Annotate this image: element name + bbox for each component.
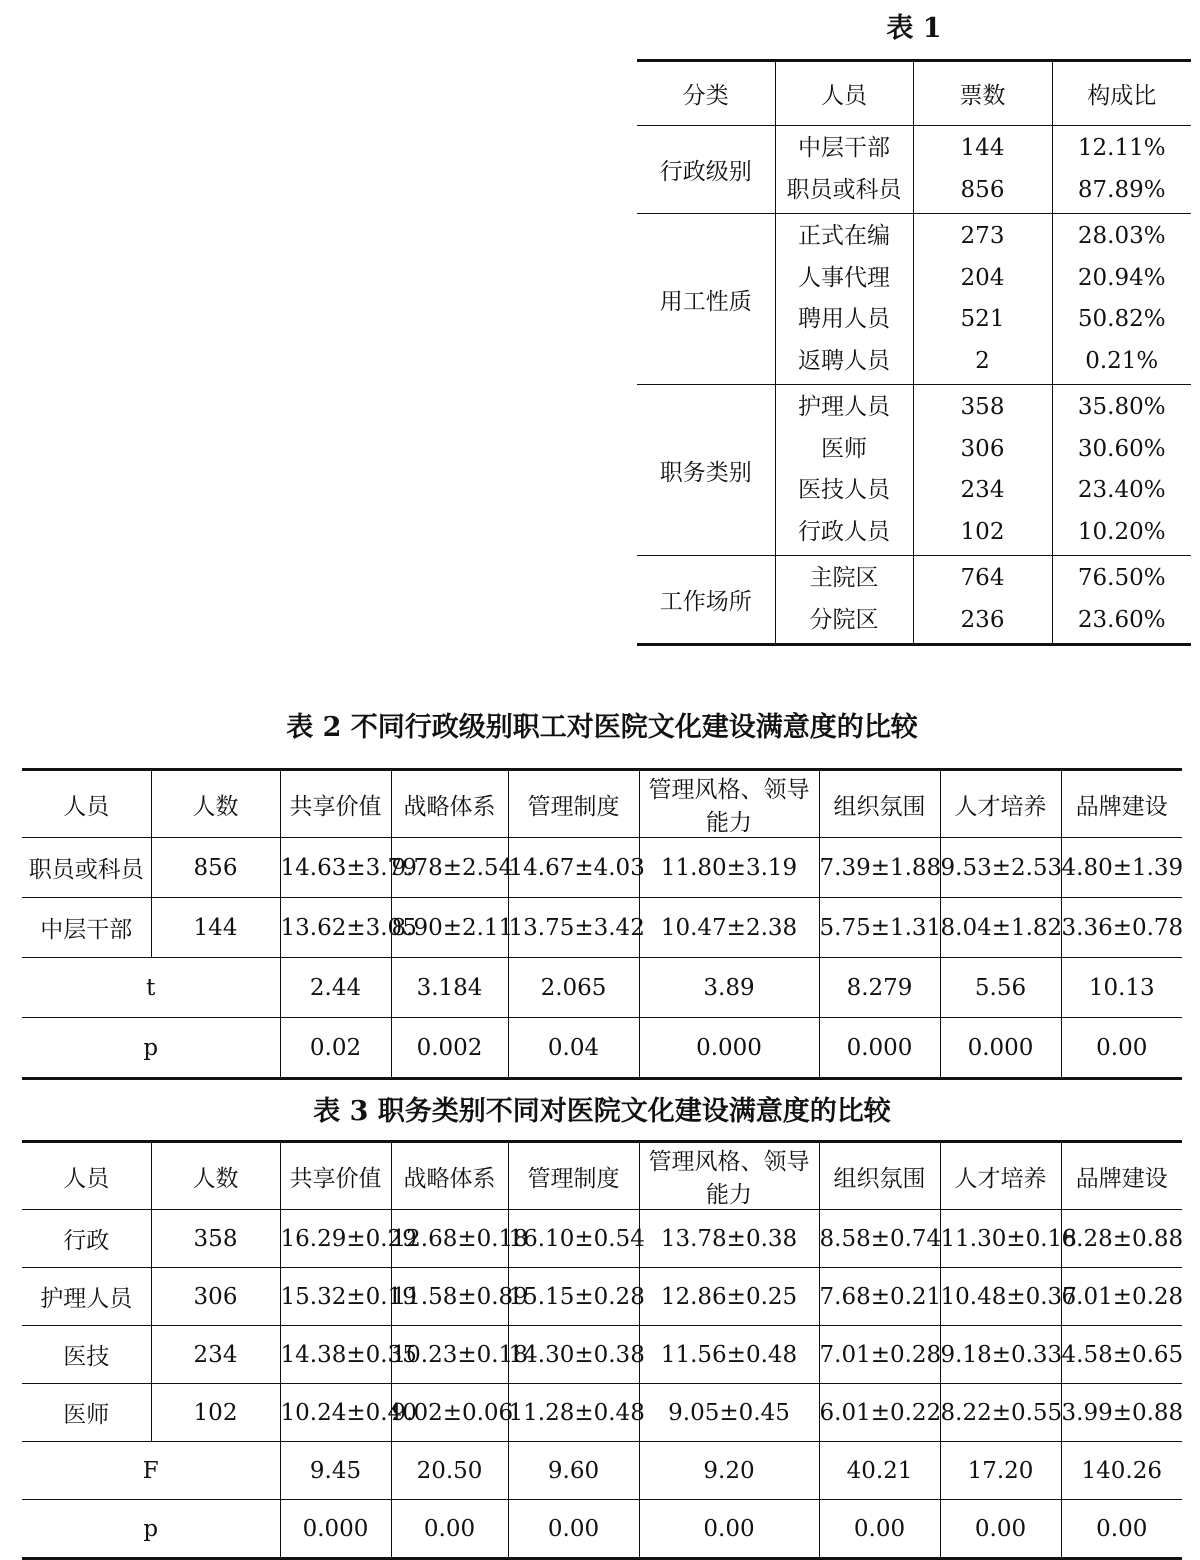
table1-person: 主院区 [809, 565, 879, 591]
table3-cell: 12.86±0.25 [639, 1268, 819, 1326]
table3-cell: 9.02±0.06 [391, 1384, 508, 1442]
table2-header-cell: 战略体系 [391, 770, 508, 838]
table3-cell: 6.01±0.22 [819, 1384, 940, 1442]
table3-cell: 11.30±0.18 [940, 1210, 1061, 1268]
table3-cell: 10.23±0.18 [391, 1326, 508, 1384]
table3-cell: 102 [151, 1384, 280, 1442]
table3-stat-value: 0.000 [280, 1500, 391, 1559]
table1-ratio: 28.03% [1077, 223, 1166, 249]
table2-cell: 14.63±3.79 [280, 838, 391, 898]
table-row [22, 898, 1182, 958]
table1-person: 分院区 [809, 606, 879, 633]
table3-cell: 3.99±0.88 [1061, 1384, 1182, 1442]
table2-header-row [22, 770, 1182, 838]
table1-ratio: 50.82% [1077, 306, 1166, 332]
table2-cell: 7.39±1.88 [819, 838, 940, 898]
table3-cell: 医师 [22, 1384, 151, 1442]
table1-votes: 2 [975, 347, 990, 374]
table1-group-row [637, 385, 1191, 556]
table2-header-cell: 人数 [151, 770, 280, 838]
table3-header-cell: 人才培养 [940, 1142, 1061, 1210]
table-stat-row [22, 1018, 1182, 1079]
table1-ratio-cell [1052, 126, 1191, 214]
table3-cell: 行政 [22, 1210, 151, 1268]
table2-stat-value: 0.000 [940, 1018, 1061, 1079]
table3-cell: 14.30±0.38 [508, 1326, 639, 1384]
table-row [22, 1384, 1182, 1442]
table3-header-cell: 战略体系 [391, 1142, 508, 1210]
table3-stat-value: 0.00 [819, 1500, 940, 1559]
table-row [22, 838, 1182, 898]
table3-cell: 8.58±0.74 [819, 1210, 940, 1268]
table1-votes: 764 [960, 565, 1005, 591]
table2-stat-value: 8.279 [819, 958, 940, 1018]
table2-cell: 11.80±3.19 [639, 838, 819, 898]
table3-cell: 医技 [22, 1326, 151, 1384]
table3-cell: 9.18±0.33 [940, 1326, 1061, 1384]
table1-votes: 521 [960, 306, 1005, 332]
table1-ratio: 23.60% [1077, 606, 1166, 633]
table1-votes-cell [913, 126, 1052, 214]
table2 [22, 768, 1182, 1080]
table2-stat-value: 2.065 [508, 958, 639, 1018]
table1-ratio: 10.20% [1077, 518, 1166, 545]
table1-person: 护理人员 [798, 394, 890, 420]
table3-cell: 306 [151, 1268, 280, 1326]
table1-group-row [637, 214, 1191, 385]
table1-header-cell: 票数 [913, 61, 1052, 126]
table3-cell: 12.68±0.18 [391, 1210, 508, 1268]
table1-ratio: 20.94% [1077, 264, 1166, 291]
table2-stat-value: 0.04 [508, 1018, 639, 1079]
table2-cell: 856 [151, 838, 280, 898]
table3-cell: 15.32±0.19 [280, 1268, 391, 1326]
table3-cell: 358 [151, 1210, 280, 1268]
table3-header-row [22, 1142, 1182, 1210]
table1-ratio-cell [1052, 556, 1191, 645]
table1-person: 行政人员 [798, 518, 890, 545]
table1-ratio: 76.50% [1077, 565, 1166, 591]
table2-cell: 14.67±4.03 [508, 838, 639, 898]
table-stat-row [22, 1500, 1182, 1559]
table-row [22, 1268, 1182, 1326]
table3-cell: 234 [151, 1326, 280, 1384]
table3-cell: 护理人员 [22, 1268, 151, 1326]
table3-cell: 10.24±0.40 [280, 1384, 391, 1442]
table-stat-row [22, 1442, 1182, 1500]
table1-votes: 306 [960, 435, 1005, 462]
table1-person: 聘用人员 [798, 306, 890, 332]
table1-ratio-cell [1052, 385, 1191, 556]
table1-ratio: 35.80% [1077, 394, 1166, 420]
table3-stat-value: 0.00 [508, 1500, 639, 1559]
table1-ratio: 23.40% [1077, 477, 1166, 503]
table3-header-cell: 组织氛围 [819, 1142, 940, 1210]
table3-cell: 11.56±0.48 [639, 1326, 819, 1384]
table3-cell: 9.05±0.45 [639, 1384, 819, 1442]
table2-cell: 8.04±1.82 [940, 898, 1061, 958]
table1 [637, 59, 1191, 646]
table1-votes: 856 [960, 176, 1005, 203]
table1-category: 工作场所 [637, 556, 775, 645]
table3-stat-value: 9.60 [508, 1442, 639, 1500]
table3-header-cell: 管理制度 [508, 1142, 639, 1210]
table2-stat-value: 2.44 [280, 958, 391, 1018]
table1-category: 用工性质 [637, 214, 775, 385]
table1-category: 职务类别 [637, 385, 775, 556]
table1-header-cell: 人员 [775, 61, 913, 126]
table2-cell: 13.75±3.42 [508, 898, 639, 958]
table1-ratio-cell [1052, 214, 1191, 385]
table3-cell: 13.78±0.38 [639, 1210, 819, 1268]
table1-votes: 358 [960, 394, 1005, 420]
table3-caption: 表 3 职务类别不同对医院文化建设满意度的比较 [313, 1096, 891, 1127]
table1-person-cell [775, 214, 913, 385]
table2-stat-value: 0.000 [819, 1018, 940, 1079]
table-row [22, 1326, 1182, 1384]
table3-stat-value: 9.20 [639, 1442, 819, 1500]
table2-stat-value: 0.00 [1096, 1034, 1148, 1061]
table2-header-cell: 品牌建设 [1061, 770, 1182, 838]
table1-votes: 273 [960, 223, 1005, 249]
table3-cell: 15.15±0.28 [508, 1268, 639, 1326]
table2-cell: 3.36±0.78 [1061, 898, 1182, 958]
table2-cell: 8.90±2.11 [391, 898, 508, 958]
table3-cell: 6.01±0.28 [1061, 1268, 1182, 1326]
table2-header-cell: 人员 [22, 770, 151, 838]
table1-votes: 204 [960, 264, 1005, 291]
table1-header-row [637, 61, 1191, 126]
table1-person: 职员或科员 [786, 176, 902, 203]
table2-stat-value: 5.56 [940, 958, 1061, 1018]
table1-person: 正式在编 [798, 223, 890, 249]
table2-stat-value: 10.13 [1061, 958, 1182, 1018]
table2-cell: 144 [151, 898, 280, 958]
table3-header-cell: 共享价值 [280, 1142, 391, 1210]
table3-header-cell: 人数 [151, 1142, 280, 1210]
table2-cell: 13.62±3.05 [280, 898, 391, 958]
table3-header-cell: 品牌建设 [1061, 1142, 1182, 1210]
table1-votes: 102 [960, 518, 1005, 545]
table3-stat-value: 0.00 [940, 1500, 1061, 1559]
table3-stat-value: 0.00 [1096, 1515, 1148, 1542]
table1-header-cell: 构成比 [1052, 61, 1191, 126]
table3-cell: 8.22±0.55 [940, 1384, 1061, 1442]
table3-cell: 6.28±0.88 [1061, 1210, 1182, 1268]
table1-ratio: 87.89% [1077, 176, 1166, 203]
table2-header-cell: 人才培养 [940, 770, 1061, 838]
table1-person-cell [775, 126, 913, 214]
table3-stat-value: 17.20 [940, 1442, 1061, 1500]
table3-cell: 11.28±0.48 [508, 1384, 639, 1442]
table2-stat-label: t [22, 958, 280, 1018]
table1-caption: 表 1 [886, 13, 942, 44]
table2-header-cell: 组织氛围 [819, 770, 940, 838]
table2-header-cell: 管理风格、领导能力 [639, 770, 819, 838]
table3-stat-value: 0.00 [639, 1500, 819, 1559]
table3-stat-label: p [22, 1500, 280, 1559]
table3-cell: 16.29±0.29 [280, 1210, 391, 1268]
table1-category: 行政级别 [637, 126, 775, 214]
table3-cell: 16.10±0.54 [508, 1210, 639, 1268]
table2-cell: 职员或科员 [22, 838, 151, 898]
table2-cell: 9.78±2.54 [391, 838, 508, 898]
table2-cell: 4.80±1.39 [1061, 838, 1182, 898]
table2-caption: 表 2 不同行政级别职工对医院文化建设满意度的比较 [286, 712, 918, 743]
table1-person: 医师 [821, 435, 867, 462]
table1-votes: 144 [960, 135, 1005, 161]
table1-votes-cell [913, 556, 1052, 645]
table1-ratio: 0.21% [1085, 347, 1159, 374]
table1-person: 人事代理 [798, 264, 890, 291]
table2-header-cell: 共享价值 [280, 770, 391, 838]
table2-cell: 5.75±1.31 [819, 898, 940, 958]
table3-cell: 7.01±0.28 [819, 1326, 940, 1384]
table3-cell: 14.38±0.35 [280, 1326, 391, 1384]
table1-person: 中层干部 [798, 135, 890, 161]
table2-header-cell: 管理制度 [508, 770, 639, 838]
table-row [22, 1210, 1182, 1268]
table1-group-row [637, 556, 1191, 645]
table3-stat-value: 40.21 [819, 1442, 940, 1500]
table-stat-row [22, 958, 1182, 1018]
table1-group-row [637, 126, 1191, 214]
table1-header-cell: 分类 [637, 61, 775, 126]
table3-cell: 11.58±0.89 [391, 1268, 508, 1326]
table2-cell: 9.53±2.53 [940, 838, 1061, 898]
table3-stat-value: 0.00 [391, 1500, 508, 1559]
table2-cell: 10.47±2.38 [639, 898, 819, 958]
table1-ratio: 30.60% [1077, 435, 1166, 462]
table1-person-cell [775, 385, 913, 556]
table2-stat-value: 3.89 [639, 958, 819, 1018]
table3-cell: 7.68±0.21 [819, 1268, 940, 1326]
table2-stat-label: p [22, 1018, 280, 1079]
table3-cell: 10.48±0.37 [940, 1268, 1061, 1326]
table1-person-cell [775, 556, 913, 645]
table1-votes: 234 [960, 477, 1005, 503]
table3 [22, 1140, 1182, 1560]
table1-votes-cell [913, 214, 1052, 385]
table1-ratio: 12.11% [1077, 135, 1166, 161]
table1-votes-cell [913, 385, 1052, 556]
table2-stat-value: 0.002 [391, 1018, 508, 1079]
table1-votes: 236 [960, 606, 1005, 633]
table3-stat-value: 9.45 [280, 1442, 391, 1500]
table3-stat-label: F [22, 1442, 280, 1500]
table2-stat-value: 0.000 [639, 1018, 819, 1079]
table2-stat-value: 0.02 [280, 1018, 391, 1079]
table3-stat-value: 20.50 [391, 1442, 508, 1500]
table3-cell: 4.58±0.65 [1061, 1326, 1182, 1384]
table1-person: 医技人员 [798, 477, 890, 503]
table2-stat-value: 3.184 [391, 958, 508, 1018]
table1-person: 返聘人员 [798, 347, 890, 374]
table3-header-cell: 管理风格、领导能力 [639, 1142, 819, 1210]
table3-stat-value: 140.26 [1061, 1442, 1182, 1500]
table3-header-cell: 人员 [22, 1142, 151, 1210]
table2-cell: 中层干部 [22, 898, 151, 958]
